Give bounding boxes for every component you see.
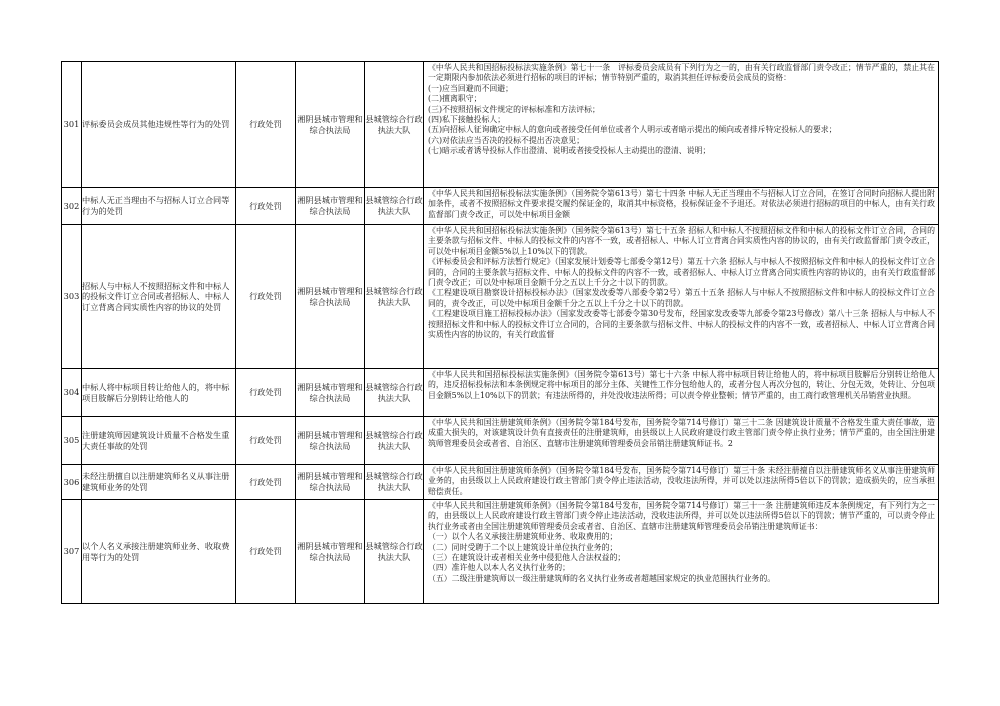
item-type: 行政处罚 — [236, 465, 296, 500]
legal-basis — [424, 500, 939, 604]
implementing-department: 湘阴县城市管理和综合执法局 — [296, 417, 365, 465]
executing-unit: 县城管综合行政执法大队 — [365, 62, 424, 188]
item-type: 行政处罚 — [236, 225, 296, 369]
item-type: 行政处罚 — [236, 62, 296, 188]
legal-basis-text: 《中华人民共和国招标投标法实施条例》（国务院令第613号）第七十四条 中标人无正当理由不与招标人订立合同，在签订合同时向招标人提出附加条件，或者不按照招标文件要求提交履约保证金的，取消其中标资格，投标保证金不予退还。对依法必须进行招标的项目的中标人，由有关行政监督部门责令改正，可以处中标项目金额 — [428, 189, 935, 219]
legal-basis-text: 《中华人民共和国招标投标法实施条例》第七十一条 评标委员会成员有下列行为之一的，由有关行政监督部门责令改正；情节严重的，禁止其在一定期限内参加依法必须进行招标的项目的评标；情节特别严重的，取消其担任评标委员会成员的资格： (一)应当回避而不回避； (二)擅离职守； (三)不按照招标文件规定的评标标准和方法评标； (四)私下接触投标人； (五)向招标人征询确定中标人的意向或者接受任何单位或者个人明示或者暗示提出的倾向或者排斥特定投标人的要求； (六)对依法应当否决的投标不提出否决意见； (七)暗示或者诱导投标人作出澄清、说明或者接受投标人主动提出的澄清、说明； — [428, 63, 935, 156]
item-name: 未经注册擅自以注册建筑师名义从事注册建筑师业务的处罚 — [82, 465, 236, 500]
enforcement-items-table — [61, 61, 939, 604]
legal-basis-text: 《中华人民共和国注册建筑师条例》（国务院令第184号发布，国务院令第714号修订）第三十一条 注册建筑师违反本条例规定，有下列行为之一的，由县级以上人民政府建设行政主管部门责令停止违法活动，没收违法所得，并可以处以违法所得5倍以下的罚款；情节严重的，可以责令停止执行业务或者由全国注册建筑师管理委员会或者省、自治区、直辖市注册建筑师管理委员会吊销注册建筑师证书： （一）以个人名义承接注册建筑师业务、收取费用的； （二）同时受聘于二个以上建筑设计单位执行业务的； （三）在建筑设计或者相关业务中侵犯他人合法权益的； （四）准许他人以本人名义执行业务的； （五）二级注册建筑师以一级注册建筑师的名义执行业务或者超越国家规定的执业范围执行业务的。 — [428, 501, 935, 583]
implementing-department: 湘阴县城市管理和综合执法局 — [296, 225, 365, 369]
table-row — [62, 62, 939, 188]
row-number: 304 — [62, 369, 82, 417]
implementing-department: 湘阴县城市管理和综合执法局 — [296, 369, 365, 417]
table-row — [62, 369, 939, 417]
legal-basis-text: 《中华人民共和国招标投标法实施条例》（国务院令第613号）第七十五条 招标人和中标人不按照招标文件和中标人的投标文件订立合同，合同的主要条款与招标文件、中标人的投标文件的内容不一致，或者招标人、中标人订立背离合同实质性内容的协议的，由有关行政监督部门责令改正，可以处中标项目金额5%以上10%以下的罚款。 《评标委员会和评标方法暂行规定》（国家发展计划委等七部委令第12号）第五十六条 招标人与中标人不按照招标文件和中标人的投标文件订立合同的，合同的主要条款与招标文件、中标人的投标文件的内容不一致，或者招标人、中标人订立背离合同实质性内容的协议的，由有关行政监督部门责令改正；可以处中标项目金额千分之五以上千分之十以下的罚款。 《工程建设项目勘察设计招标投标办法》（国家发改委等八部委令第2号）第五十五条 招标人与中标人不按照招标文件和中标人的投标文件订立合同的，责令改正，可以处中标项目金额千分之五以上千分之十以下的罚款。 《工程建设项目施工招标投标办法》（国家发改委等七部委令第30号发布，经国家发改委等九部委令第23号修改）第八十三条 招标人与中标人不按照招标文件和中标人的投标文件订立合同的，合同的主要条款与招标文件、中标人的投标文件的内容不一致，或者招标人、中标人订立背离合同实质性内容的协议的，有关行政监督 — [428, 226, 935, 340]
executing-unit: 县城管综合行政执法大队 — [365, 225, 424, 369]
item-name: 注册建筑师因建筑设计质量不合格发生重大责任事故的处罚 — [82, 417, 236, 465]
executing-unit: 县城管综合行政执法大队 — [365, 369, 424, 417]
row-number: 302 — [62, 188, 82, 225]
legal-basis — [424, 417, 939, 465]
table-row — [62, 500, 939, 604]
legal-basis — [424, 225, 939, 369]
item-name: 以个人名义承接注册建筑师业务、收取费用等行为的处罚 — [82, 500, 236, 604]
table-row — [62, 188, 939, 225]
legal-basis-text: 《中华人民共和国注册建筑师条例》（国务院令第184号发布，国务院令第714号修订）第三十条 未经注册擅自以注册建筑师名义从事注册建筑师业务的，由县级以上人民政府建设行政主管部门责令停止违法活动，没收违法所得，并可以处以违法所得5倍以下的罚款；造成损失的，应当承担赔偿责任。 — [428, 466, 935, 496]
legal-basis-text: 《中华人民共和国注册建筑师条例》（国务院令第184号发布，国务院令第714号修订）第三十二条 因建筑设计质量不合格发生重大责任事故，造成重大损失的，对该建筑设计负有直接责任的注册建筑师，由县级以上人民政府建设行政主管部门责令停止执行业务；情节严重的，由全国注册建筑师管理委员会或者省、自治区、直辖市注册建筑师管理委员会吊销注册建筑师证书。2 — [428, 418, 935, 448]
executing-unit: 县城管综合行政执法大队 — [365, 417, 424, 465]
item-type: 行政处罚 — [236, 188, 296, 225]
row-number: 307 — [62, 500, 82, 604]
row-number: 305 — [62, 417, 82, 465]
item-type: 行政处罚 — [236, 369, 296, 417]
item-name: 招标人与中标人不按照招标文件和中标人的投标文件订立合同或者招标人、中标人订立背离合同实质性内容的协议的处罚 — [82, 225, 236, 369]
implementing-department: 湘阴县城市管理和综合执法局 — [296, 62, 365, 188]
implementing-department: 湘阴县城市管理和综合执法局 — [296, 465, 365, 500]
table-row — [62, 417, 939, 465]
legal-basis — [424, 465, 939, 500]
legal-basis — [424, 188, 939, 225]
executing-unit: 县城管综合行政执法大队 — [365, 188, 424, 225]
row-number: 303 — [62, 225, 82, 369]
table-row — [62, 225, 939, 369]
item-name: 中标人将中标项目转让给他人的，将中标项目肢解后分别转让给他人的 — [82, 369, 236, 417]
executing-unit: 县城管综合行政执法大队 — [365, 465, 424, 500]
item-name: 评标委员会成员其他违规性等行为的处罚 — [82, 62, 236, 188]
implementing-department: 湘阴县城市管理和综合执法局 — [296, 500, 365, 604]
item-name: 中标人无正当理由不与招标人订立合同等行为的处罚 — [82, 188, 236, 225]
implementing-department: 湘阴县城市管理和综合执法局 — [296, 188, 365, 225]
legal-basis — [424, 62, 939, 188]
row-number: 306 — [62, 465, 82, 500]
executing-unit: 县城管综合行政执法大队 — [365, 500, 424, 604]
item-type: 行政处罚 — [236, 417, 296, 465]
legal-basis — [424, 369, 939, 417]
item-type: 行政处罚 — [236, 500, 296, 604]
table-row — [62, 465, 939, 500]
row-number: 301 — [62, 62, 82, 188]
legal-basis-text: 《中华人民共和国招标投标法实施条例》（国务院令第613号）第七十六条 中标人将中标项目转让给他人的，将中标项目肢解后分别转让给他人的，违反招标投标法和本条例规定将中标项目的部分主体、关键性工作分包给他人的，或者分包人再次分包的，转让、分包无效，处转让、分包项目金额5%以上10%以下的罚款；有违法所得的，并处没收违法所得；可以责令停业整顿；情节严重的，由工商行政管理机关吊销营业执照。 — [428, 370, 935, 400]
